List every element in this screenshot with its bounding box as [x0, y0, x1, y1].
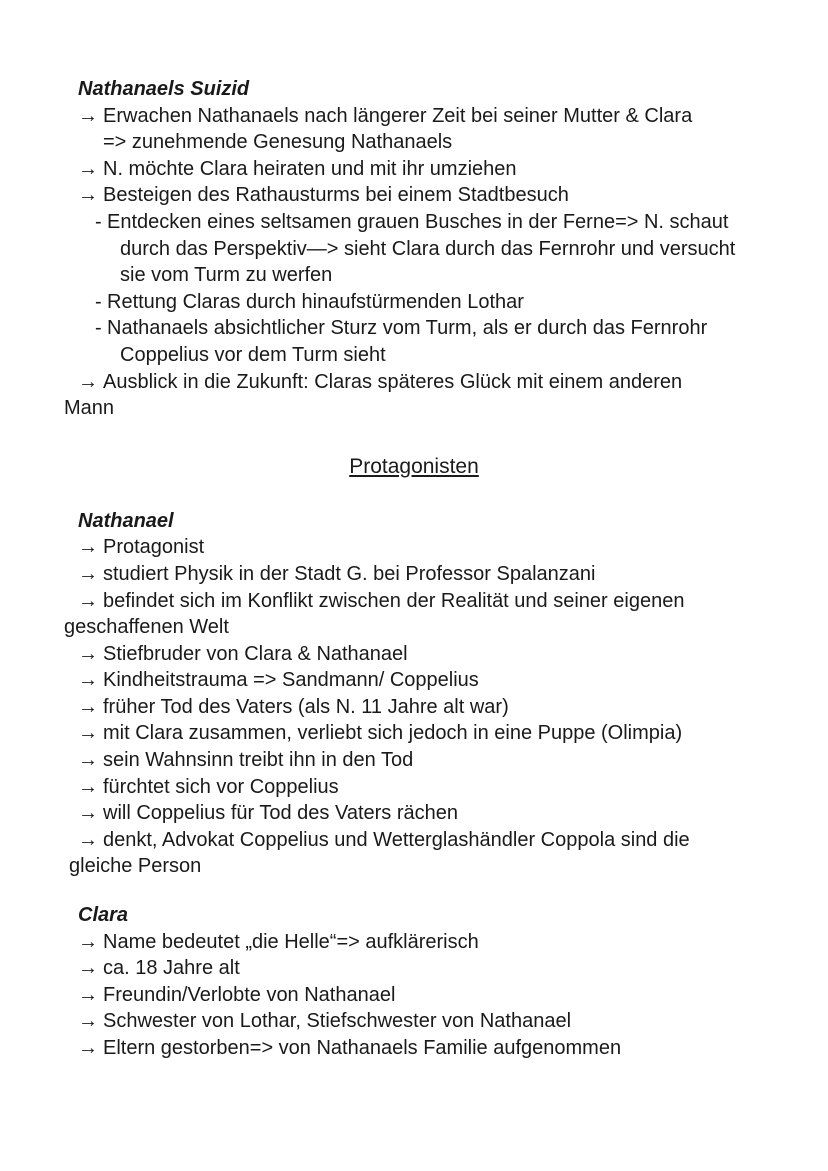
- bullet-line: [0, 588, 828, 615]
- line-text: Rettung Claras durch hinaufstürmenden Lothar: [107, 290, 524, 313]
- line-text: Nathanaels absichtlicher Sturz vom Turm, als er durch das Fernrohr: [107, 317, 708, 340]
- bullet-line: [0, 747, 828, 774]
- continuation-line: [0, 614, 828, 641]
- continuation-line: [0, 129, 828, 156]
- arrow-bullet-icon: →: [78, 695, 98, 718]
- section-heading: Nathanaels Suizid: [78, 78, 250, 100]
- continuation-line: [0, 262, 828, 289]
- line-text: durch das Perspektiv—> sieht Clara durch das Fernrohr und versucht: [120, 237, 736, 260]
- line-text: => zunehmende Genesung Nathanaels: [103, 131, 453, 154]
- bullet-line: [0, 182, 828, 209]
- arrow-bullet-icon: →: [78, 957, 98, 980]
- sub-bullet-line: [0, 209, 828, 236]
- line-text: Coppelius vor dem Turm sieht: [120, 343, 386, 366]
- line-text: Besteigen des Rathausturms bei einem Stadtbesuch: [103, 184, 569, 207]
- line-text: Ausblick in die Zukunft: Claras späteres Glück mit einem anderen: [103, 370, 683, 393]
- line-text: Kindheitstrauma => Sandmann/ Coppelius: [103, 669, 479, 692]
- line-text: Protagonist: [103, 536, 205, 559]
- line-text: gleiche Person: [69, 855, 202, 878]
- arrow-bullet-icon: →: [78, 802, 98, 825]
- section-clara: [0, 902, 828, 1062]
- arrow-bullet-icon: →: [78, 775, 98, 798]
- line-text: früher Tod des Vaters (als N. 11 Jahre alt war): [103, 695, 509, 718]
- arrow-bullet-icon: →: [78, 562, 98, 585]
- continuation-line: [0, 342, 828, 369]
- arrow-bullet-icon: →: [78, 104, 98, 127]
- line-text: Schwester von Lothar, Stiefschwester von Nathanael: [103, 1010, 572, 1033]
- line-text: sie vom Turm zu werfen: [120, 264, 333, 287]
- bullet-line: [0, 720, 828, 747]
- continuation-line: [0, 853, 828, 880]
- line-text: mit Clara zusammen, verliebt sich jedoch in eine Puppe (Olimpia): [103, 722, 683, 745]
- arrow-bullet-icon: →: [78, 1037, 98, 1059]
- bullet-line: [0, 1035, 828, 1062]
- line-text: Erwachen Nathanaels nach längerer Zeit bei seiner Mutter & Clara: [103, 104, 693, 127]
- arrow-bullet-icon: →: [78, 983, 98, 1006]
- arrow-bullet-icon: →: [78, 722, 98, 745]
- dash-bullet: -: [95, 290, 102, 313]
- line-text: befindet sich im Konflikt zwischen der Realität und seiner eigenen: [103, 589, 685, 612]
- arrow-bullet-icon: →: [78, 1010, 98, 1033]
- section-heading: Nathanael: [78, 509, 174, 532]
- dash-bullet: -: [95, 210, 102, 233]
- bullet-line: [0, 561, 828, 588]
- line-text: fürchtet sich vor Coppelius: [103, 775, 339, 798]
- bullet-line: [0, 800, 828, 827]
- section-nathanaels-suizid: [0, 76, 828, 422]
- bullet-line: [0, 534, 828, 561]
- bullet-line: [0, 369, 828, 396]
- bullet-line: [0, 929, 828, 956]
- arrow-bullet-icon: →: [78, 828, 98, 851]
- line-text: Entdecken eines seltsamen grauen Busches in der Ferne=> N. schaut: [107, 210, 729, 233]
- sub-bullet-line: [0, 289, 828, 316]
- line-text: Stiefbruder von Clara & Nathanael: [103, 642, 408, 665]
- line-text: Mann: [64, 397, 115, 420]
- bullet-line: [0, 156, 828, 183]
- line-text: ca. 18 Jahre alt: [103, 957, 240, 980]
- line-text: geschaffenen Welt: [64, 616, 229, 639]
- bullet-line: [0, 667, 828, 694]
- dash-bullet: -: [95, 317, 102, 340]
- section-nathanael: [0, 508, 828, 880]
- continuation-line: [0, 395, 828, 422]
- bullet-line: [0, 694, 828, 721]
- page-title: Protagonisten: [349, 454, 479, 478]
- line-text: Name bedeutet „die Helle“=> aufklärerisch: [103, 930, 479, 953]
- bullet-line: [0, 982, 828, 1009]
- line-text: studiert Physik in der Stadt G. bei Professor Spalanzani: [103, 562, 596, 585]
- bullet-line: [0, 955, 828, 982]
- bullet-line: [0, 827, 828, 854]
- arrow-bullet-icon: →: [78, 642, 98, 665]
- arrow-bullet-icon: →: [78, 669, 98, 692]
- line-text: Freundin/Verlobte von Nathanael: [103, 983, 396, 1006]
- line-text: Eltern gestorben=> von Nathanaels Familie aufgenommen: [103, 1037, 622, 1059]
- arrow-bullet-icon: →: [78, 536, 98, 559]
- bullet-line: [0, 1008, 828, 1035]
- arrow-bullet-icon: →: [78, 589, 98, 612]
- arrow-bullet-icon: →: [78, 930, 98, 953]
- line-text: denkt, Advokat Coppelius und Wetterglashändler Coppola sind die: [103, 828, 690, 851]
- continuation-line: [0, 236, 828, 263]
- arrow-bullet-icon: →: [78, 749, 98, 772]
- section-heading: Clara: [78, 904, 129, 927]
- bullet-line: [0, 103, 828, 130]
- arrow-bullet-icon: →: [78, 370, 98, 393]
- bullet-line: [0, 774, 828, 801]
- sub-bullet-line: [0, 315, 828, 342]
- line-text: will Coppelius für Tod des Vaters rächen: [103, 802, 458, 825]
- line-text: sein Wahnsinn treibt ihn in den Tod: [103, 749, 414, 772]
- bullet-line: [0, 641, 828, 668]
- arrow-bullet-icon: →: [78, 157, 98, 180]
- arrow-bullet-icon: →: [78, 184, 98, 207]
- line-text: N. möchte Clara heiraten und mit ihr umziehen: [103, 157, 517, 180]
